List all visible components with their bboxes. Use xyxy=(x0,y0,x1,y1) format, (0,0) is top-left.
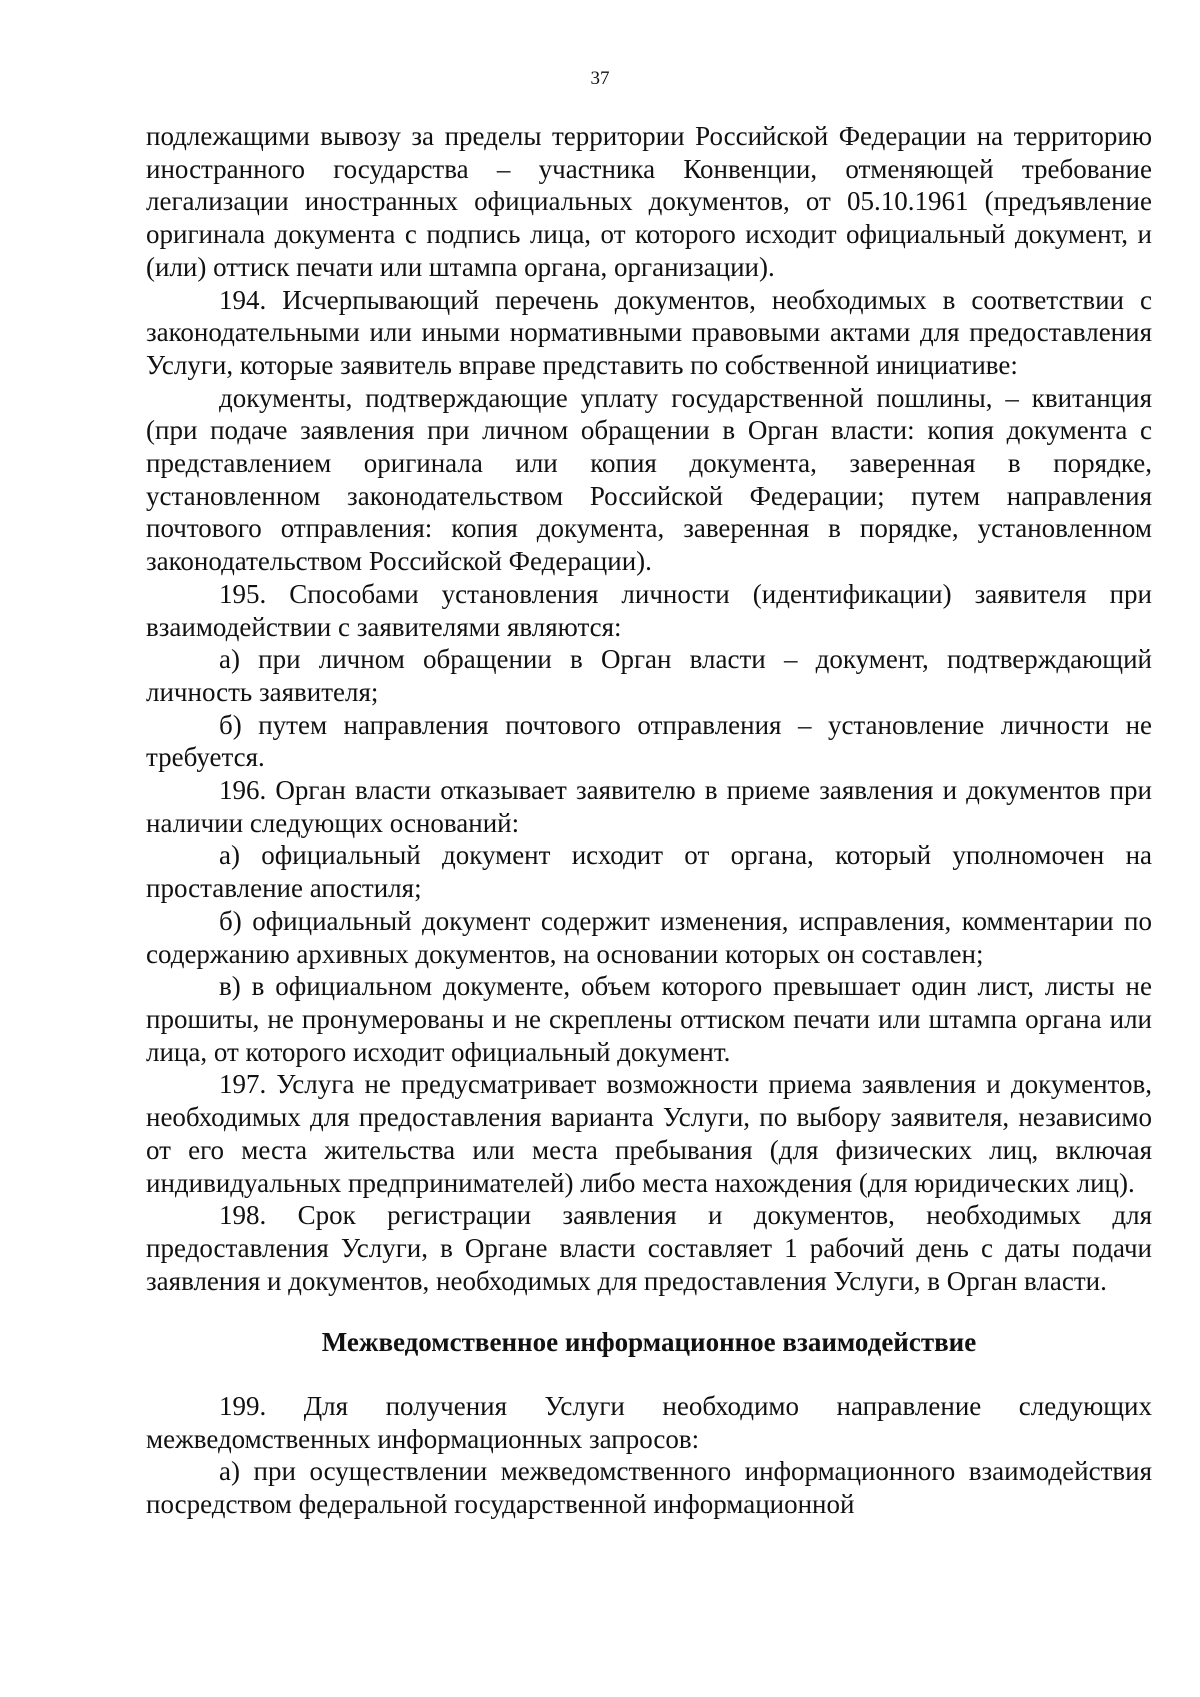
paragraph-196-b: б) официальный документ содержит изменения, исправления, комментарии по содержанию архивных документов, на основании которых он составлен; xyxy=(146,905,1152,969)
paragraph-195: 195. Способами установления личности (идентификации) заявителя при взаимодействии с заявителями являются: xyxy=(146,578,1152,642)
paragraph-195-b: б) путем направления почтового отправления – установление личности не требуется. xyxy=(146,709,1152,773)
paragraph-199-a: а) при осуществлении межведомственного информационного взаимодействия посредством федеральной государственной информационной xyxy=(146,1456,1152,1520)
section-heading: Межведомственное информационное взаимодействие xyxy=(321,1327,977,1358)
paragraph-195-a: а) при личном обращении в Орган власти – документ, подтверждающий личность заявителя; xyxy=(146,644,1152,707)
paragraph-198: 198. Срок регистрации заявления и документов, необходимых для предоставления Услуги, в Органе власти составляет 1 рабочий день с даты подачи заявления и документов, необходимых для предоставления Услуги, в Орган власти. xyxy=(146,1200,1152,1296)
paragraph-197: 197. Услуга не предусматривает возможности приема заявления и документов, необходимых для предоставления варианта Услуги, по выбору заявителя, независимо от его места жительства или места пребывания (для физических лиц, включая индивидуальных предпринимателей) либо места нахождения (для юридических лиц). xyxy=(146,1069,1152,1198)
paragraph-194-documents: документы, подтверждающие уплату государственной пошлины, – квитанция (при подаче заявления при личном обращении в Орган власти: копия документа с представлением оригинала или копия документа, заверенная в порядке, установленном законодательством Российской Федерации; путем направления почтового отправления: копия документа, заверенная в порядке, установленном законодательством Российской Федерации). xyxy=(146,382,1152,577)
paragraph-194: 194. Исчерпывающий перечень документов, необходимых в соответствии с законодательными или иными нормативными правовыми актами для предоставления Услуги, которые заявитель вправе представить по собственной инициативе: xyxy=(146,284,1152,380)
paragraph-196: 196. Орган власти отказывает заявителю в приеме заявления и документов при наличии следующих оснований: xyxy=(146,775,1152,838)
paragraph-196-v: в) в официальном документе, объем которого превышает один лист, листы не прошиты, не пронумерованы и не скреплены оттиском печати или штампа органа или лица, от которого исходит официальный документ. xyxy=(146,971,1152,1067)
paragraph-196-a: а) официальный документ исходит от органа, который уполномочен на проставление апостиля; xyxy=(146,840,1152,904)
paragraph-continuation: подлежащими вывозу за пределы территории Российской Федерации на территорию иностранного государства – участника Конвенции, отменяющей требование легализации иностранных официальных документов, от 05.10.1961 (предъявление оригинала документа с подпись лица, от которого исходит официальный документ, и (или) оттиск печати или штампа органа, организации). xyxy=(146,121,1152,282)
document-body xyxy=(146,120,1152,1521)
paragraph-199: 199. Для получения Услуги необходимо направление следующих межведомственных информационных запросов: xyxy=(146,1391,1152,1454)
page-number: 37 xyxy=(590,68,610,89)
